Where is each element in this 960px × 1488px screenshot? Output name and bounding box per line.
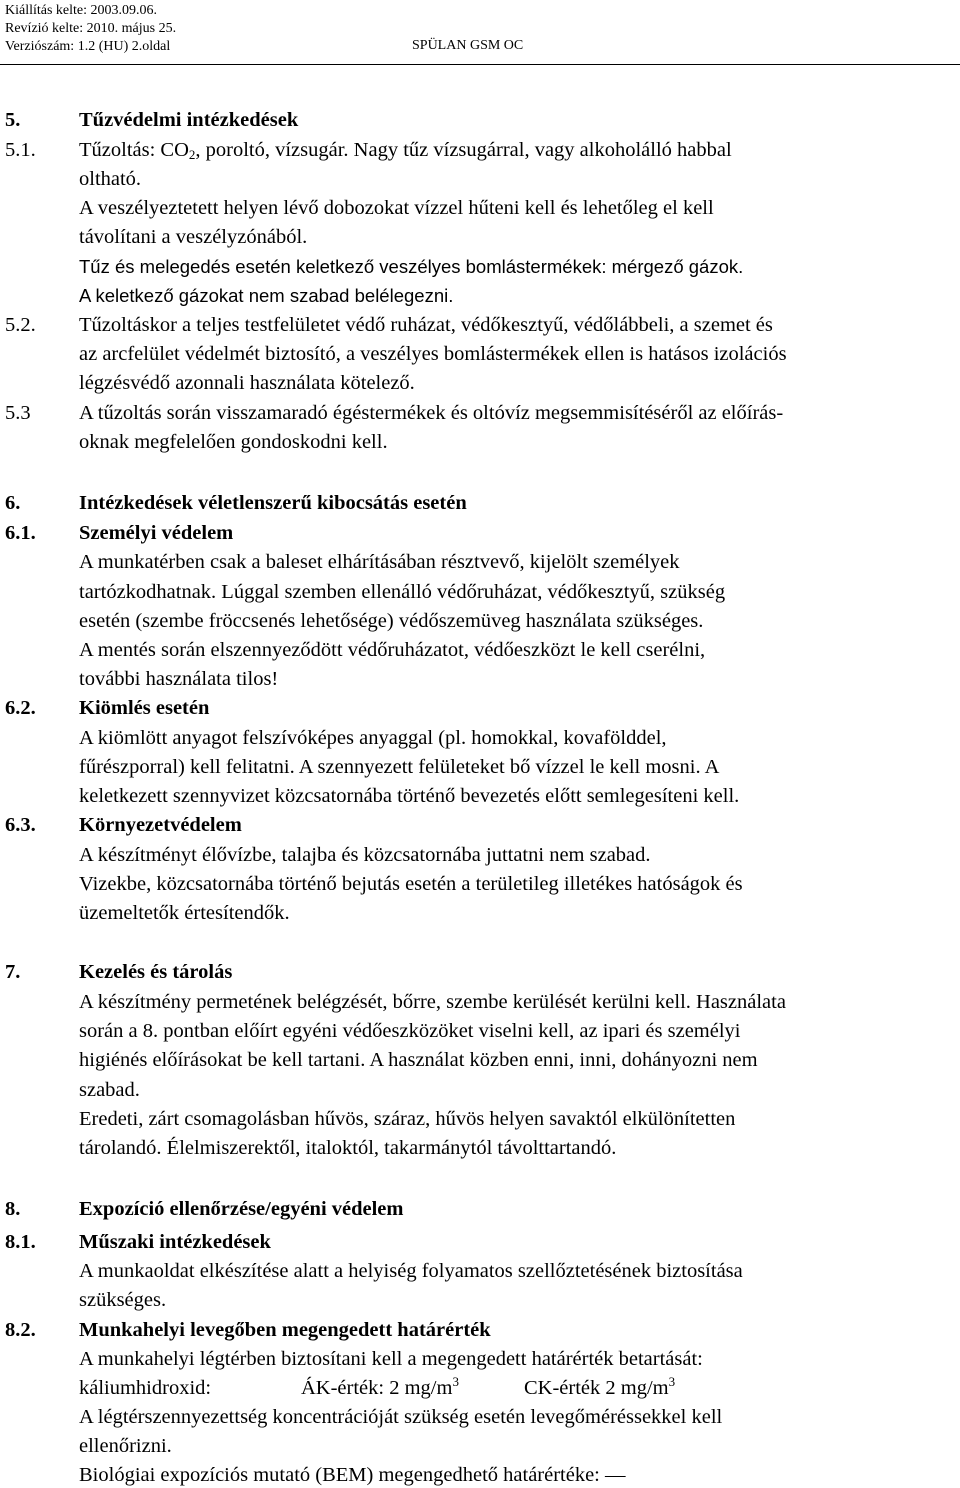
item-6-1-line-2: tartózkodhatnak. Lúggal szemben ellenálló védőruházat, védőkesztyű, szükség <box>79 581 726 603</box>
item-6-1-line-5: további használata tilos! <box>79 668 279 690</box>
item-6-2-line-1: A kiömlött anyagot felszívóképes anyaggal (pl. homokkal, kovafölddel, <box>79 727 667 749</box>
item-5-1-line-1: Tűzoltás: $CO_2$, poroltó, vízsugár. Nagy tűz vízsugárral, vagy alkoholálló habbal <box>79 139 732 162</box>
section-6-title: Intézkedések véletlenszerű kibocsátás esetén <box>79 492 467 514</box>
item-6-2-line-2: fűrészporral) kell felitatni. A szennyezett felületeket bő vízzel le kell mosni. A <box>79 756 720 778</box>
item-5-1-line-2: oltható. <box>79 168 142 190</box>
section-5-number: 5. <box>5 109 21 131</box>
section-6-number: 6. <box>5 492 21 514</box>
item-8-2-line-3: A légtérszennyezettség koncentrációját szükség esetén levegőméréssekkel kell <box>79 1406 723 1428</box>
item-6-3-title: Környezetvédelem <box>79 814 242 836</box>
item-8-2-ck-value: CK-érték 2 $mg/m^3$ <box>524 1374 676 1399</box>
item-6-3-line-3: üzemeltetők értesítendők. <box>79 902 290 924</box>
product-name: SPÜLAN GSM OC <box>412 38 524 53</box>
item-8-2-number: 8.2. <box>5 1319 36 1341</box>
item-5-1-line-5: Tűz és melegedés esetén keletkező veszélyes bomlástermékek: mérgező gázok. <box>79 256 744 277</box>
item-5-2-line-2: az arcfelület védelmét biztosító, a veszélyes bomlástermékek ellen is hatásos izolációs <box>79 343 787 365</box>
item-8-1-number: 8.1. <box>5 1231 36 1253</box>
section-7-line-5: Eredeti, zárt csomagolásban hűvös, száraz, hűvös helyen savaktól elkülönítetten <box>79 1108 736 1130</box>
item-6-2-title: Kiömlés esetén <box>79 697 210 719</box>
item-6-1-title: Személyi védelem <box>79 522 234 544</box>
item-6-1-number: 6.1. <box>5 522 36 544</box>
item-5-1-line-6: A keletkező gázokat nem szabad belélegezni. <box>79 285 454 306</box>
item-6-2-line-3: keletkezett szennyvizet közcsatornába történő bevezetés előtt semlegesíteni kell. <box>79 785 740 807</box>
header-divider <box>0 64 960 65</box>
item-5-2-line-1: Tűzoltáskor a teljes testfelületet védő ruházat, védőkesztyű, védőlábbeli, a szemet és <box>79 314 773 336</box>
item-8-2-line-5: Biológiai expozíciós mutató (BEM) megengedhető határértéke: — <box>79 1464 626 1486</box>
section-7-line-4: szabad. <box>79 1079 140 1101</box>
item-6-2-number: 6.2. <box>5 697 36 719</box>
version-page: Verziószám: 1.2 (HU) 2.oldal <box>5 39 171 54</box>
issue-date: Kiállítás kelte: 2003.09.06. <box>5 3 158 18</box>
item-6-3-number: 6.3. <box>5 814 36 836</box>
section-7-line-1: A készítmény permetének belégzését, bőrre, szembe kerülését kerülni kell. Használata <box>79 991 786 1013</box>
item-8-2-ak-value: ÁK-érték: 2 $mg/m^3$ <box>301 1374 459 1399</box>
item-8-2-line-4: ellenőrizni. <box>79 1435 172 1457</box>
revision-date: Revízió kelte: 2010. május 25. <box>5 21 177 36</box>
item-8-1-line-2: szükséges. <box>79 1289 167 1311</box>
section-7-line-2: során a 8. pontban előírt egyéni védőeszközöket viselni kell, az ipari és személyi <box>79 1020 741 1042</box>
item-6-1-line-1: A munkatérben csak a baleset elhárításában résztvevő, kijelölt személyek <box>79 551 680 573</box>
section-5-title: Tűzvédelmi intézkedések <box>79 109 299 131</box>
item-5-1-line-3: A veszélyeztetett helyen lévő dobozokat vízzel hűteni kell és lehetőleg el kell <box>79 197 714 219</box>
item-5-1-number: 5.1. <box>5 139 36 161</box>
item-8-2-title: Munkahelyi levegőben megengedett határérték <box>79 1319 491 1341</box>
item-8-1-line-1: A munkaoldat elkészítése alatt a helyiség folyamatos szellőztetésének biztosítása <box>79 1260 743 1282</box>
item-5-2-line-3: légzésvédő azonnali használata kötelező. <box>79 372 415 394</box>
section-7-line-3: higiénés előírásokat be kell tartani. A használat közben enni, inni, dohányozni nem <box>79 1049 758 1071</box>
item-6-1-line-4: A mentés során elszennyeződött védőruházatot, védőeszközt le kell cserélni, <box>79 639 706 661</box>
item-5-3-number: 5.3 <box>5 402 31 424</box>
section-7-number: 7. <box>5 961 21 983</box>
section-7-title: Kezelés és tárolás <box>79 961 233 983</box>
section-7-line-6: tárolandó. Élelmiszerektől, italoktól, takarmánytól távolttartandó. <box>79 1137 617 1159</box>
item-8-1-title: Műszaki intézkedések <box>79 1231 271 1253</box>
item-5-1-line-4: távolítani a veszélyzónából. <box>79 226 308 248</box>
item-8-2-line-1: A munkahelyi légtérben biztosítani kell a megengedett határérték betartását: <box>79 1348 703 1370</box>
item-5-3-line-2: oknak megfelelően gondoskodni kell. <box>79 431 388 453</box>
item-5-2-number: 5.2. <box>5 314 36 336</box>
section-8-title: Expozíció ellenőrzése/egyéni védelem <box>79 1198 404 1220</box>
section-8-number: 8. <box>5 1198 21 1220</box>
item-6-3-line-2: Vizekbe, közcsatornába történő bejutás esetén a területileg illetékes hatóságok és <box>79 873 743 895</box>
item-6-3-line-1: A készítményt élővízbe, talajba és közcsatornába juttatni nem szabad. <box>79 844 651 866</box>
item-8-2-substance: káliumhidroxid: <box>79 1377 212 1399</box>
item-6-1-line-3: esetén (szembe fröccsenés lehetősége) védőszemüveg használata szükséges. <box>79 610 704 632</box>
item-5-3-line-1: A tűzoltás során visszamaradó égéstermékek és oltóvíz megsemmisítéséről az előírás- <box>79 402 784 424</box>
